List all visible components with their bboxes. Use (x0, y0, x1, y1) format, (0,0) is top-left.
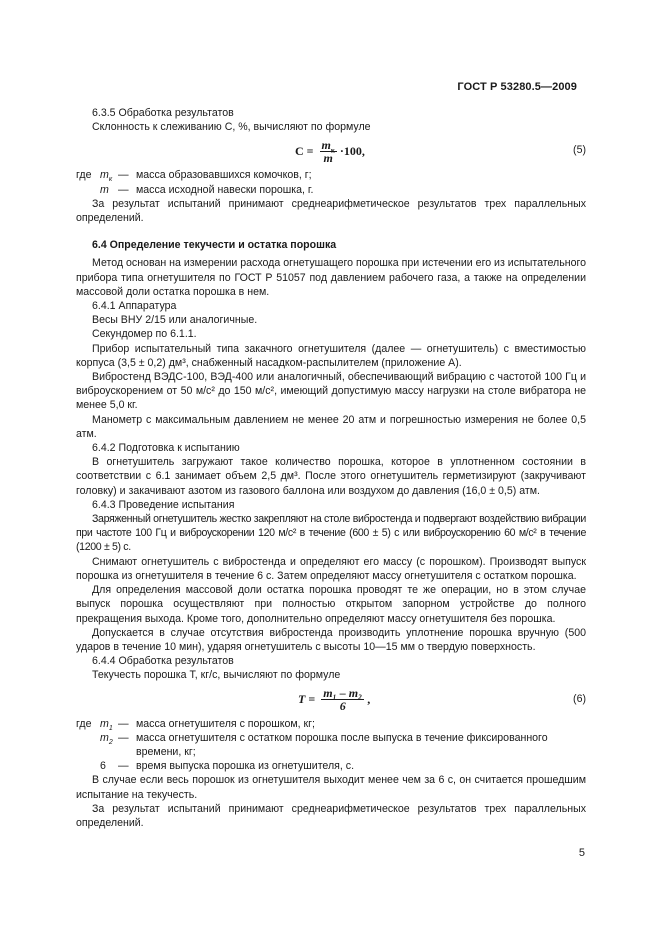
formula-5-expression (295, 136, 365, 166)
where-item: m — масса исходной навески порошка, г. (100, 183, 314, 196)
formula-6 (76, 685, 586, 715)
section-6-4-2-title: 6.4.2 Подготовка к испытанию (92, 442, 240, 455)
page-number: 5 (578, 847, 585, 859)
vibrostand-item: Вибростенд ВЭДС-100, ВЭД-400 или аналогичный, обеспечивающий вибрацию с частотой 100 Гц и виброускорением от 50 м/с² до 150 м/с², имеющий допустимую массу нагрузки на столе вибратора не менее 5,0 кг. (76, 371, 586, 412)
formula-5-denominator: m (323, 150, 333, 165)
formula-6-number: (6) (573, 692, 586, 705)
caking-formula-intro: Склонность к слеживанию C, %, вычисляют по формуле (92, 121, 371, 134)
where-item: $m_2$ — масса огнетушителя с остатком порошка после выпуска в течение фиксированного времени, кг; (100, 731, 548, 758)
page-body (76, 106, 586, 830)
scales-item: Весы ВНУ 2/15 или аналогичные. (92, 314, 258, 327)
where-item: 6 — время выпуска порошка из огнетушителя, с. (100, 760, 355, 773)
preparation-paragraph: В огнетушитель загружают такое количество порошка, которое в уплотненном состоянии в соответствии с 6.1 занимает объем 2,5 дм³. После этого огнетушитель герметизируют (закручивают головку) и закачивают азотом из газового баллона или воздухом до давления (16,0 ± 0,5) атм. (76, 456, 586, 497)
result-paragraph-5: За результат испытаний принимают среднеарифметическое результатов трех параллельных определений. (76, 197, 586, 225)
device-item: Прибор испытательный типа закачного огнетушителя (далее — огнетушитель) с вместимостью корпуса (3,5 ± 0,2) дм³, снабженный насадком-распылителем (приложение А). (76, 342, 586, 369)
result-paragraph-6: За результат испытаний принимают среднеарифметическое результатов трех параллельных определений. (76, 802, 586, 829)
stopwatch-item: Секундомер по 6.1.1. (92, 328, 197, 341)
formula-6-tail: , (367, 692, 371, 707)
formula-6-fraction (321, 687, 364, 712)
formula-5-eq: = (306, 143, 314, 158)
formula-5-tail: ·100, (339, 143, 365, 158)
where-item: где $m_1$ — масса огнетушителя с порошком, кг; (76, 717, 315, 732)
standard-code-header: ГОСТ Р 53280.5—2009 (457, 81, 577, 93)
fast-flow-paragraph: В случае если весь порошок из огнетушителя выходит менее чем за 6 с, он считается прошедшим испытание на текучесть. (76, 774, 586, 801)
test-paragraph-4: Допускается в случае отсутствия вибростенда производить уплотнение порошка вручную (500 ударов в течение 10 мин), ударяя огнетушитель с высоты 10—15 мм о твердую поверхность. (76, 626, 586, 653)
formula-5-fraction (320, 139, 337, 164)
formula-5-lhs: C (295, 143, 304, 158)
formula-6-numerator: m₁ – m₂ (323, 686, 363, 701)
section-6-4-3-title: 6.4.3 Проведение испытания (92, 498, 235, 511)
formula-6-lhs: T (298, 692, 306, 707)
flow-formula-intro: Текучесть порошка T, кг/с, вычисляют по формуле (92, 669, 341, 682)
test-paragraph-1: Заряженный огнетушитель жестко закрепляют на столе вибростенда и подвергают воздействию вибрации при частоте 100 Гц и виброускорении 120 м/с² в течение (600 ± 5) с или виброускорению 60 м/с² в течение (1200 ± 5) с. (76, 513, 586, 554)
formula-5 (76, 136, 586, 166)
formula-5-number: (5) (573, 144, 586, 157)
test-paragraph-2: Снимают огнетушитель с вибростенда и определяют его массу (с порошком). Производят выпуск порошка из огнетушителя в течение 6 с. Затем определяют массу огнетушителя с остатком порошка. (76, 555, 586, 582)
method-paragraph: Метод основан на измерении расхода огнетушащего порошка при истечении его из испытательного прибора типа огнетушителя по ГОСТ Р 51057 под давлением рабочего газа, а также на определении массовой доли остатка порошка в нем. (76, 257, 586, 298)
formula-6-expression (298, 685, 370, 715)
where-item: где $m_к$ — масса образовавшихся комочков, г; (76, 169, 312, 184)
test-paragraph-3: Для определения массовой доли остатка порошка проводят те же операции, но в этом случае выпуск порошка осуществляют при полностью открытом запорном устройстве до полного прекращения выхода. Кроме того, дополнительно определяют массу огнетушителя без порошка. (76, 584, 586, 625)
formula-5-numerator: $m_к$ (321, 137, 335, 155)
section-6-4-4-title: 6.4.4 Обработка результатов (92, 655, 234, 668)
formula-6-denominator: 6 (339, 699, 346, 714)
section-6-3-5-title: 6.3.5 Обработка результатов (92, 107, 234, 119)
section-6-4-1-title: 6.4.1 Аппаратура (92, 300, 177, 313)
manometer-item: Манометр с максимальным давлением не менее 20 атм и погрешностью измерения не более 0,5 атм. (76, 413, 586, 440)
section-6-4-title: 6.4 Определение текучести и остатка порошка (92, 239, 337, 252)
formula-6-eq: = (308, 692, 316, 707)
